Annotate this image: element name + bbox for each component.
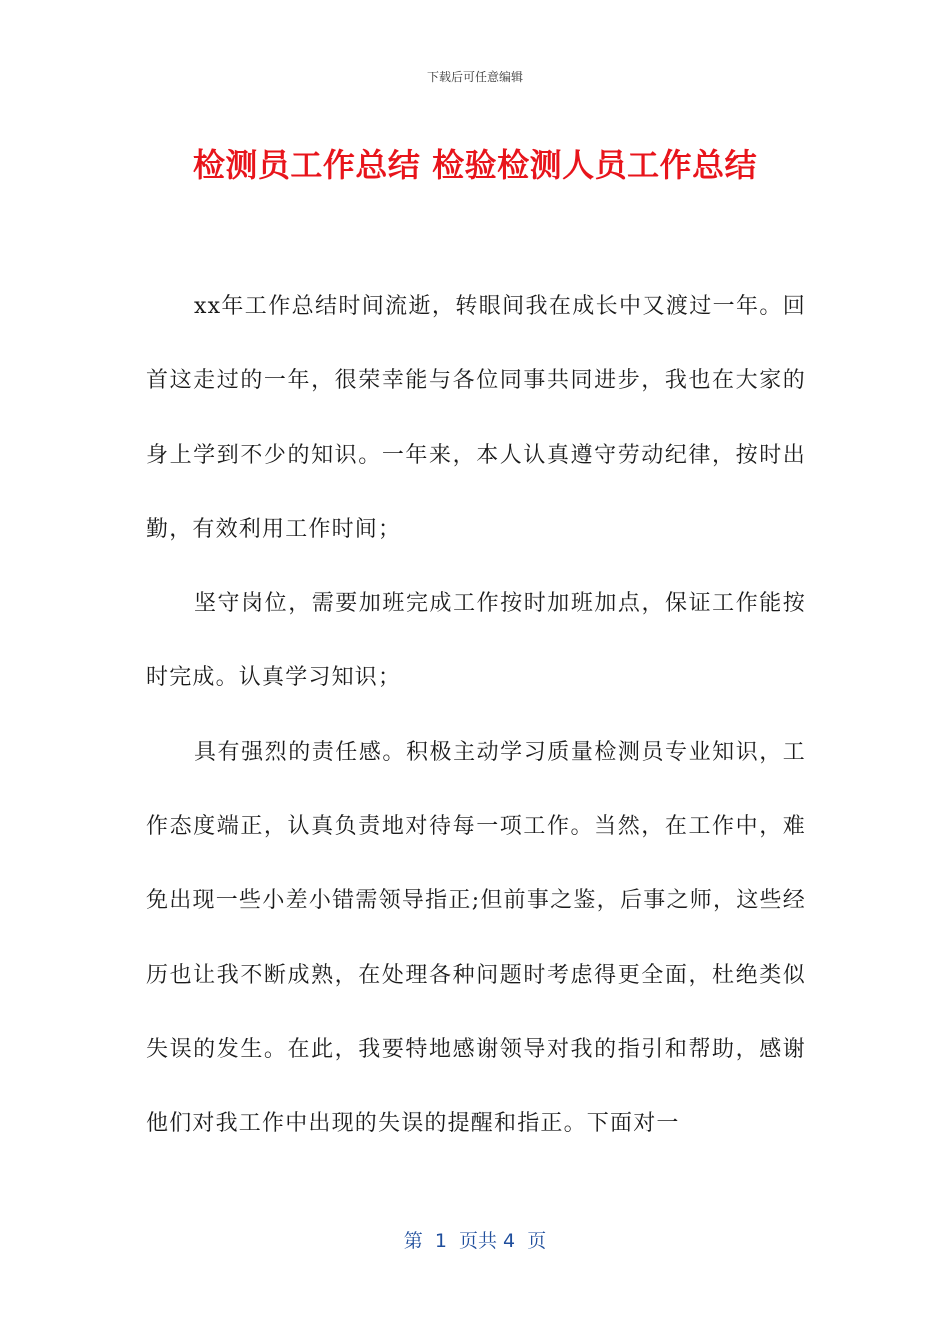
paragraph: 具有强烈的责任感。积极主动学习质量检测员专业知识，工作态度端正，认真负责地对待每一项工作。当然，在工作中，难免出现一些小差小错需领导指正;但前事之鉴，后事之师，这些经历也让我不断成熟，在处理各种问题时考虑得更全面，杜绝类似失误的发生。在此，我要特地感谢领导对我的指引和帮助，感谢他们对我工作中出现的失误的提醒和指正。下面对一 — [146, 739, 806, 1137]
page-number-footer: 第 1 页共 4 页 — [403, 1230, 547, 1252]
paragraph: 坚守岗位，需要加班完成工作按时加班加点，保证工作能按时完成。认真学习知识； — [146, 591, 806, 691]
document-title: 检测员工作总结 检验检测人员工作总结 — [192, 146, 758, 184]
document-body — [146, 270, 806, 1162]
paragraph: xx年工作总结时间流逝，转眼间我在成长中又渡过一年。回首这走过的一年，很荣幸能与各位同事共同进步，我也在大家的身上学到不少的知识。一年来，本人认真遵守劳动纪律，按时出勤，有效利用工作时间； — [146, 294, 806, 542]
header-note: 下载后可任意编辑 — [426, 70, 523, 84]
